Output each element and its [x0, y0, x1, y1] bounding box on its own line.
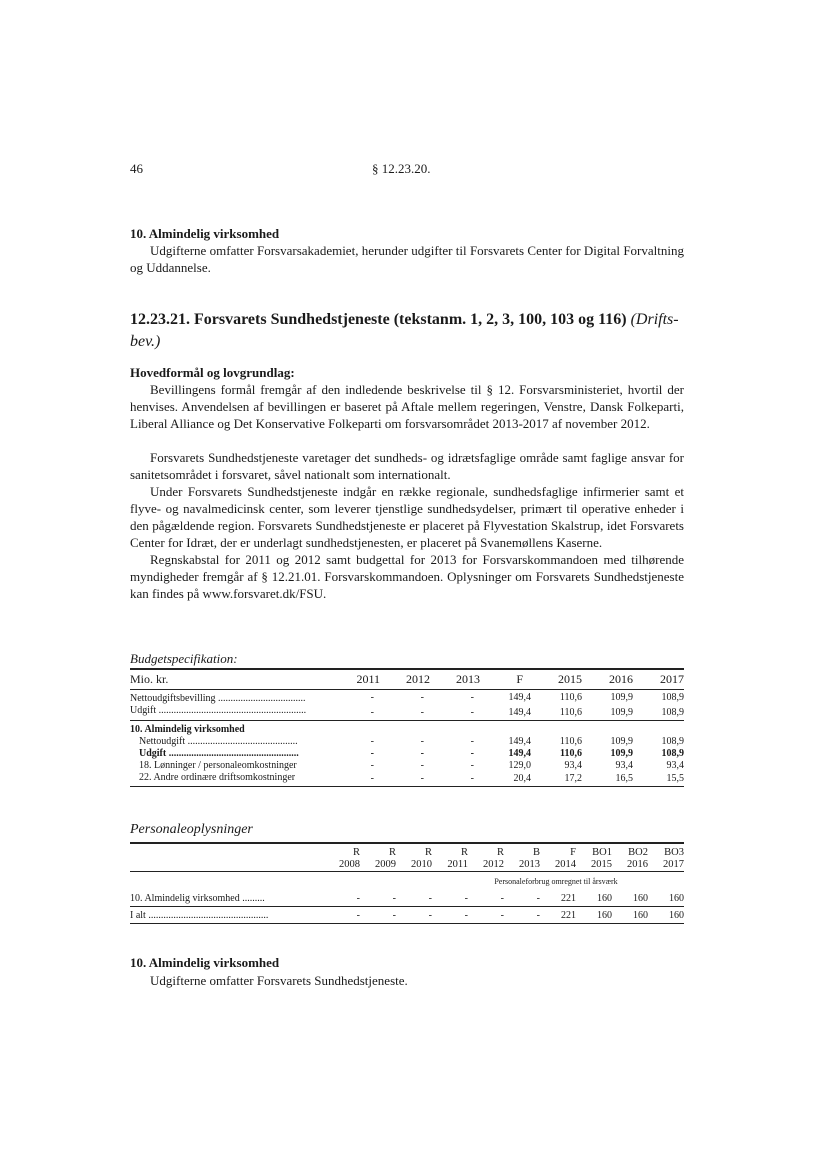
- table-row: 10. Almindelig virksomhed ......... - - - - - - 221 160 160 160: [130, 892, 684, 904]
- budget-header-unit: Mio. kr.: [130, 669, 334, 690]
- running-section-header: § 12.23.20.: [372, 161, 431, 176]
- budget-header-year: 2016: [582, 669, 633, 690]
- personnel-header-row: R R R R R B F BO1 BO2 BO3: [130, 843, 684, 859]
- personnel-year-row: 2008 2009 2010 2011 2012 2013 2014 2015 2016 2017: [339, 859, 684, 870]
- budget-specification: [130, 650, 684, 787]
- page-number: 46: [130, 161, 143, 176]
- section-text: Udgifterne omfatter Forsvarsakademiet, herunder udgifter til Forsvarets Center for Digital Forvaltning og Uddannelse.: [130, 243, 684, 275]
- section-10-final: [130, 954, 684, 989]
- table-row: Nettoudgift ............................................ - - - 149,4 110,6 109,9 108,9: [139, 736, 684, 747]
- section-10-previous: [130, 225, 684, 276]
- purpose-heading: Hovedformål og lovgrundlag:: [130, 365, 295, 380]
- budget-header-year: 2013: [430, 669, 480, 690]
- purpose-paragraph-4: Regnskabstal for 2011 og 2012 samt budgettal for 2013 for Forsvarskommandoen med tilhørende myndigheder fremgår af § 12.21.01. Forsvarskommandoen. Oplysninger om Forsvarets Sundhedstjeneste kan findes på www.forsvaret.dk/FSU.: [130, 552, 684, 601]
- budget-header-year: 2017: [633, 669, 684, 690]
- table-row: Nettoudgiftsbevilling ................................... - - - 149,4 110,6 109,9 108,9: [130, 691, 684, 704]
- budget-header-year: 2015: [531, 669, 582, 690]
- table-row: Udgift .................................................... - - - 149,4 110,6 109,9 108,9: [139, 748, 684, 759]
- personnel-table: [130, 842, 684, 924]
- table-row: 18. Lønninger / personaleomkostninger - - - 129,0 93,4 93,4 93,4: [139, 760, 684, 771]
- purpose-paragraph-3: Under Forsvarets Sundhedstjeneste indgår en række regionale, sundhedsfaglige infirmerier samt et flyve- og navalmedicinsk center, som leverer tjenstlige sundhedsydelser, primært til operative enheder i den pågældende region. Forsvarets Sundhedstjeneste er placeret på Flyvestation Skalstrup, idet Forsvarets Center for Idræt, der er underlagt sundhedstjenesten, er placeret på Svanemøllens Kaserne.: [130, 484, 684, 550]
- section-heading: 10. Almindelig virksomhed: [130, 955, 280, 970]
- account-title: [130, 309, 684, 353]
- personnel-subheader-row: [130, 872, 684, 891]
- table-row: I alt ................................................ - - - - - - 221 160 160 160: [130, 907, 684, 924]
- budget-header-row: [130, 669, 684, 690]
- budget-caption: Budgetspecifikation:: [130, 651, 238, 666]
- section-text: Udgifterne omfatter Forsvarets Sundhedstjeneste.: [150, 973, 408, 988]
- budget-header-year: F: [480, 669, 531, 690]
- personnel-caption: Personaleoplysninger: [130, 822, 253, 837]
- table-row: Udgift ........................................................... - - - 149,4 110,6 109,9 108,9: [130, 705, 684, 721]
- personnel-section: [130, 821, 684, 924]
- budget-header-year: 2011: [334, 669, 380, 690]
- budget-table: [130, 668, 684, 787]
- account-title-main: 12.23.21. Forsvarets Sundhedstjeneste (tekstanm. 1, 2, 3, 100, 103 og 116): [130, 311, 627, 328]
- budget-header-year: 2012: [380, 669, 430, 690]
- purpose-paragraph-1: Bevillingens formål fremgår af den indledende beskrivelse til § 12. Forsvarsministeriet, hvortil der henvises. Anvendelsen af bevillingen er baseret på Aftale mellem regeringen, Venstre, Dansk Folkeparti, Liberal Alliance og Det Konservative Folkeparti om forsvarsområdet 2013-2017 af november 2012.: [130, 382, 684, 431]
- personnel-subheader: Personaleforbrug omregnet til årsværk: [468, 872, 684, 891]
- section-heading: 10. Almindelig virksomhed: [130, 226, 280, 241]
- table-section-row: 10. Almindelig virksomhed: [130, 724, 245, 735]
- table-row: 22. Andre ordinære driftsomkostninger - - - 20,4 17,2 16,5 15,5: [130, 772, 684, 787]
- purpose-paragraph-2: Forsvarets Sundhedstjeneste varetager det sundheds- og idrætsfaglige område samt faglige ansvar for sanitetsområdet i forsvaret, såvel nationalt som internationalt.: [130, 450, 684, 482]
- account-title-type: (Drifts-bev.): [130, 311, 679, 350]
- purpose-section: [130, 364, 684, 602]
